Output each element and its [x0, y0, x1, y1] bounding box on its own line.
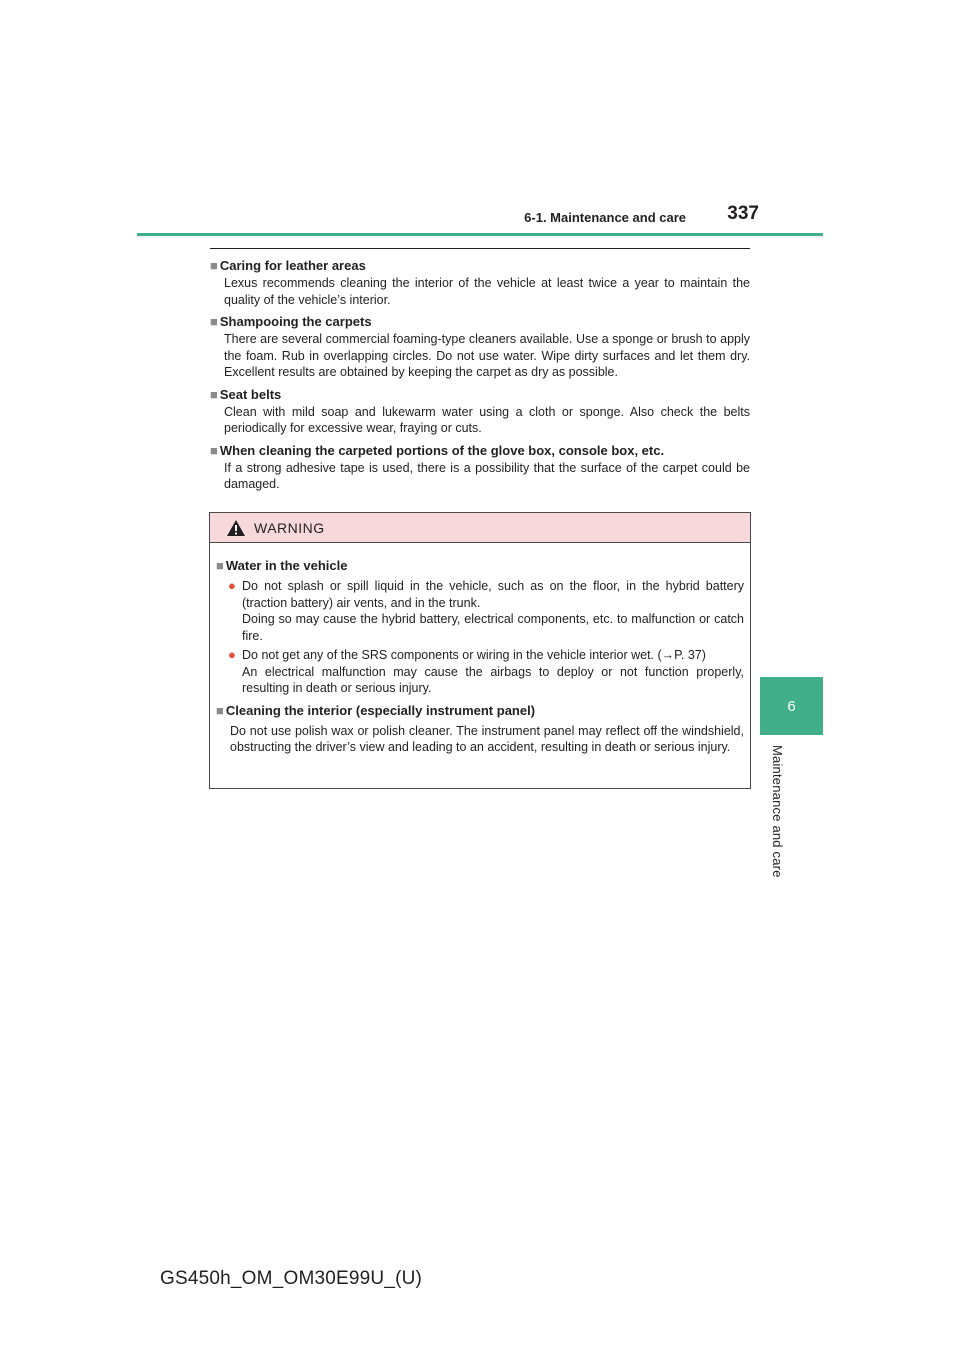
- list-item: [210, 313, 750, 381]
- document-code: GS450h_OM_OM30E99U_(U): [160, 1268, 423, 1289]
- warning-bullet: [228, 647, 744, 697]
- bullet-text: An electrical malfunction may cause the airbags to deploy or not function properly, resulting in death or serious injury.: [242, 664, 744, 695]
- list-item: [210, 442, 750, 493]
- chapter-tab: 6: [760, 677, 823, 735]
- square-bullet-icon: ■: [210, 258, 218, 273]
- section-title: 6-1. Maintenance and care: [524, 210, 686, 225]
- list-item: [210, 257, 750, 308]
- page-number: 337: [727, 203, 759, 224]
- circle-bullet-icon: ●: [228, 647, 236, 662]
- square-bullet-icon: ■: [210, 442, 218, 458]
- item-heading: Seat belts: [219, 386, 282, 402]
- page-header: [0, 0, 960, 240]
- bullet-text: Do not get any of the SRS components or wiring in the vehicle interior wet. (→P. 37): [242, 648, 706, 662]
- warning-heading: Water in the vehicle: [225, 558, 348, 573]
- square-bullet-icon: ■: [210, 386, 218, 402]
- warning-body: [210, 543, 750, 756]
- circle-bullet-icon: ●: [228, 578, 236, 593]
- header-rule: [137, 233, 823, 236]
- main-content: [210, 248, 750, 498]
- warning-heading: Cleaning the interior (especially instrument panel): [225, 702, 536, 718]
- item-body: If a strong adhesive tape is used, there is a possibility that the surface of the carpet could be damaged.: [224, 460, 750, 491]
- square-bullet-icon: ■: [210, 314, 218, 329]
- item-body: Clean with mild soap and lukewarm water using a cloth or sponge. Also check the belts periodically for excessive wear, fraying or cuts.: [224, 404, 750, 435]
- item-body: Lexus recommends cleaning the interior of the vehicle at least twice a year to maintain the quality of the vehicle’s interior.: [224, 276, 750, 307]
- warning-header: [210, 513, 750, 543]
- square-bullet-icon: ■: [216, 702, 224, 718]
- bullet-text: Doing so may cause the hybrid battery, electrical components, etc. to malfunction or catch fire.: [242, 612, 744, 643]
- item-heading: Caring for leather areas: [219, 258, 366, 273]
- item-heading: Shampooing the carpets: [219, 314, 372, 329]
- warning-title: WARNING: [254, 519, 325, 536]
- warning-bullet: [228, 578, 744, 644]
- list-item: [210, 386, 750, 437]
- item-heading: When cleaning the carpeted portions of the glove box, console box, etc.: [219, 442, 665, 458]
- warning-paragraph: Do not use polish wax or polish cleaner. The instrument panel may reflect off the windshield, obstructing the driver’s view and leading to an accident, resulting in death or serious injury.: [230, 723, 744, 754]
- warning-triangle-icon: [226, 519, 246, 537]
- item-body: There are several commercial foaming-type cleaners available. Use a sponge or brush to apply the foam. Rub in overlapping circles. Do not use water. Wipe dirty surfaces and let them dry. Excellent results are obtained by keeping the carpet as dry as possible.: [224, 332, 750, 379]
- bullet-text: Do not splash or spill liquid in the vehicle, such as on the floor, in the hybrid battery (traction battery) air vents, and in the trunk.: [242, 579, 744, 610]
- chapter-label: Maintenance and care: [770, 745, 785, 878]
- warning-box: [209, 512, 751, 789]
- square-bullet-icon: ■: [216, 558, 224, 573]
